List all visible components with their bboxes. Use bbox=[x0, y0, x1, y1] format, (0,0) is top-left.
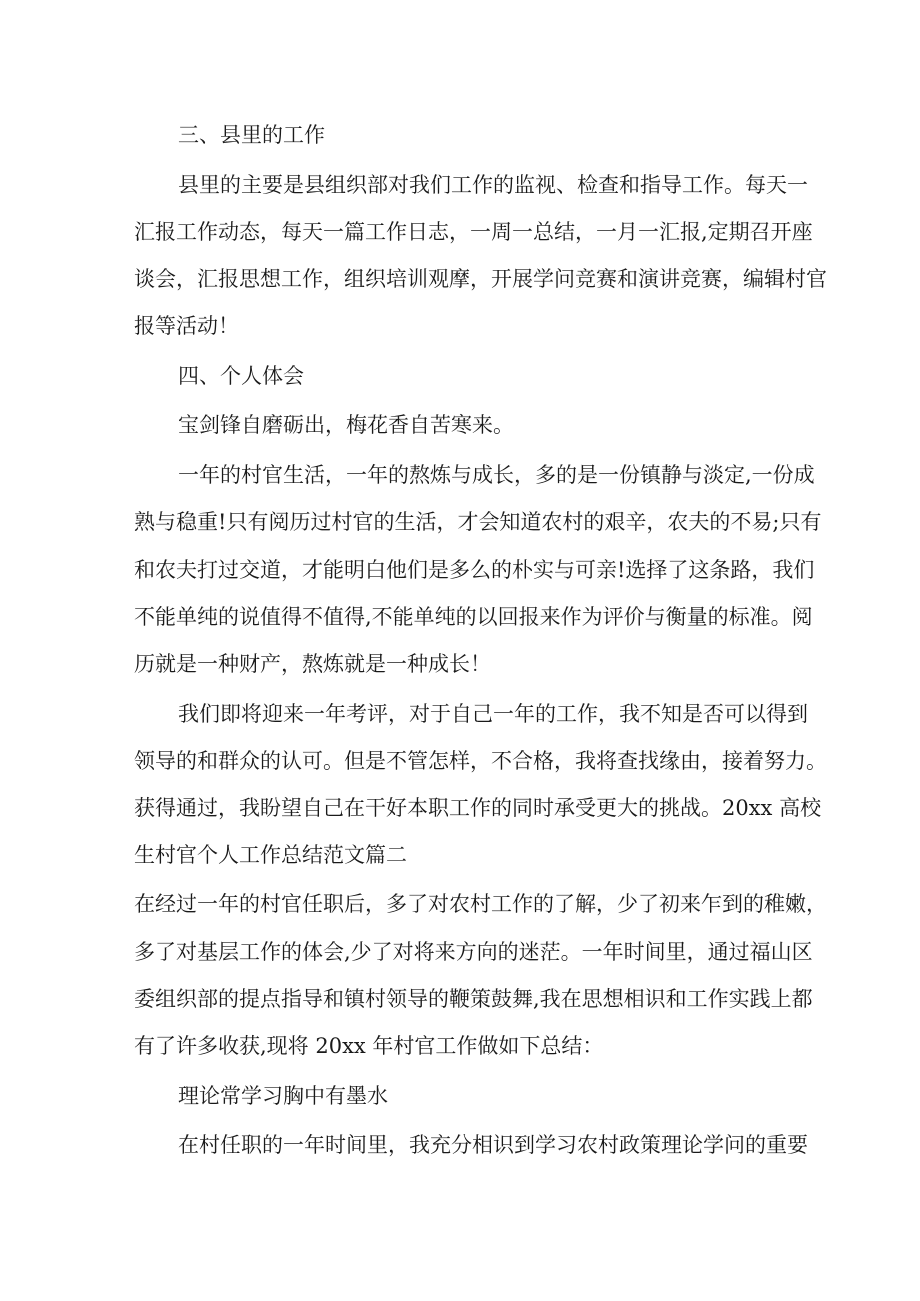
paragraph-line: 不能单纯的说值得不值得,不能单纯的以回报来作为评价与衡量的标准。阅 bbox=[134, 605, 813, 629]
paragraph-line: 谈会，汇报思想工作，组织培训观摩，开展学问竞赛和演讲竞赛，编辑村官 bbox=[134, 267, 827, 291]
paragraph-line: 委组织部的提点指导和镇村领导的鞭策鼓舞,我在思想相识和工作实践上都 bbox=[134, 987, 813, 1011]
paragraph-line: 宝剑锋自磨砺出，梅花香自苦寒来。 bbox=[178, 413, 514, 437]
paragraph-line: 在经过一年的村官任职后，多了对农村工作的了解，少了初来乍到的稚嫩， bbox=[134, 892, 827, 916]
paragraph-line: 报等活动！ bbox=[134, 314, 239, 338]
paragraph-line: 一年的村官生活，一年的熬炼与成长，多的是一份镇静与淡定,一份成 bbox=[178, 463, 815, 487]
article-title-line: 生村官个人工作总结范文篇二 bbox=[134, 843, 407, 867]
paragraph-line: 领导的和群众的认可。但是不管怎样，不合格，我将查找缘由，接着努力。 bbox=[134, 749, 827, 773]
paragraph-line: 有了许多收获,现将 20xx 年村官工作做如下总结： bbox=[134, 1034, 604, 1058]
section-heading-county-work: 三、县里的工作 bbox=[178, 123, 325, 147]
paragraph-line: 熟与稳重!只有阅历过村官的生活，才会知道农村的艰辛，农夫的不易;只有 bbox=[134, 510, 822, 534]
paragraph-line: 我们即将迎来一年考评，对于自己一年的工作，我不知是否可以得到 bbox=[178, 702, 808, 726]
paragraph-line: 多了对基层工作的体会,少了对将来方向的迷茫。一年时间里，通过福山区 bbox=[134, 940, 813, 964]
section-heading-personal-experience: 四、个人体会 bbox=[178, 364, 304, 388]
paragraph-line: 获得通过，我盼望自己在干好本职工作的同时承受更大的挑战。20xx 高校 bbox=[134, 796, 822, 820]
paragraph-line: 在村任职的一年时间里，我充分相识到学习农村政策理论学问的重要 bbox=[178, 1133, 808, 1157]
paragraph-line: 历就是一种财产，熬炼就是一种成长！ bbox=[134, 652, 491, 676]
paragraph-line: 和农夫打过交道，才能明白他们是多么的朴实与可亲!选择了这条路，我们 bbox=[134, 558, 815, 582]
paragraph-line: 汇报工作动态，每天一篇工作日志，一周一总结，一月一汇报,定期召开座 bbox=[134, 220, 813, 244]
subsection-heading-theory-study: 理论常学习胸中有墨水 bbox=[178, 1084, 388, 1108]
paragraph-line: 县里的主要是县组织部对我们工作的监视、检查和指导工作。每天一 bbox=[178, 173, 808, 197]
